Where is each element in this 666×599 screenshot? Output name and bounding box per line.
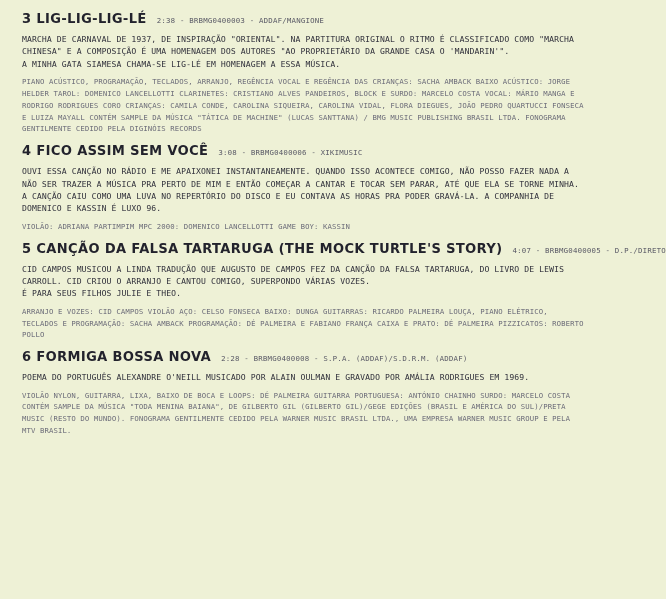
track-title: 5 CANÇÃO DA FALSA TARTARUGA (THE MOCK TURTLE'S STORY) (22, 241, 503, 257)
track-title: 6 FORMIGA BOSSA NOVA (22, 350, 212, 366)
track-header (22, 241, 666, 257)
track-header (22, 144, 586, 159)
track-4 (22, 144, 586, 232)
track-description (22, 165, 586, 215)
track-3 (22, 12, 586, 135)
track-meta: 2:38 - BRBMG0400003 - ADDAF/MANGIONE (156, 16, 325, 25)
description-paragraph: A MINHA GATA SIAMESA CHAMA-SE LIG-LÉ EM HOMENAGEM A ESSA MÚSICA. (22, 58, 341, 69)
track-meta: 3:08 - BRBMG0400006 - XIKIMUSIC (218, 148, 363, 158)
track-description (22, 371, 586, 383)
description-paragraph: CID CAMPOS MUSICOU A LINDA TRADUÇÃO QUE AUGUSTO DE CAMPOS FEZ DA CANÇÃO DA FALSA TARTARUGA, DO LIVRO DE LEWIS CARROLL. CID CRIOU O ARRANJO E CANTOU COMIGO, SUPERPONDO VÁRIAS VOZES. (22, 263, 565, 287)
track-credits (22, 221, 586, 233)
track-credits (22, 306, 586, 341)
track-title: 3 LIG-LIG-LIG-LÉ (22, 12, 147, 27)
track-meta: 2:28 - BRBMG0400008 - S.P.A. (ADDAF)/S.D.R.M. (ADDAF) (221, 354, 468, 364)
credits-paragraph: VIOLÃO: ADRIANA PARTIMPIM MPC 2000: DOMENICO LANCELLOTTI GAME BOY: KASSIN (22, 221, 350, 231)
track-title: 4 FICO ASSIM SEM VOCÊ (22, 144, 209, 160)
credits-paragraph: PIANO ACÚSTICO, PROGRAMAÇÃO, TECLADOS, ARRANJO, REGÊNCIA VOCAL E REGÊNCIA DAS CRIANÇAS: SACHA AMBACK BAIXO ACÚSTICO: JORGE HELDER TAROL: DOMENICO LANCELLOTTI CLARINETES: CRISTIANO ALVES PANDEIROS, BLOCK E SURDO: MARCELO COSTA VOCAL: MÁRIO MANGA E RODRIGO RODRIGUES CORO CRIANÇAS: CAMILA CONDE, CAROLINA SIQUEIRA, CAROLINA VIDAL, FLORA DIEGUES, JOÃO PEDRO QUARTUCCI FONSECA E LUIZA MAYALL CONTÉM SAMPLE DA MÚSICA "TÁTICA DE MACHINE" (LUCAS SANTTANA) / BMG MUSIC PUBLISHING BRASIL LTDA. FONOGRAMA GENTILMENTE CEDIDO PELA DIGINÓIS RECORDS (22, 77, 584, 134)
credits-paragraph: ARRANJO E VOZES: CID CAMPOS VIOLÃO AÇO: CELSO FONSECA BAIXO: DUNGA GUITARRAS: RICARDO PALMEIRA LOUÇA, PIANO ELÉTRICO, TECLADOS E PROGRAMAÇÃO: SACHA AMBACK PROGRAMAÇÃO: DÉ PALMEIRA E FABIANO FRANÇA CAIXA E PRATO: DÉ PALMEIRA PIZZICATOS: ROBERTO POLLO (22, 306, 584, 340)
track-header (22, 12, 586, 27)
description-paragraph: OUVI ESSA CANÇÃO NO RÁDIO E ME APAIXONEI INSTANTANEAMENTE. QUANDO ISSO ACONTECE COMIGO, NÃO POSSO FAZER NADA A NÃO SER TRAZER A MÚSICA PRA PERTO DE MIM E ENTÃO COMEÇAR A CANTAR E TOCAR SEM PARAR, ATÉ QUE ELA SE TORNE MINHA. A CANÇÃO CAIU COMO UMA LUVA NO REPERTÓRIO DO DISCO E EU CONTAVA AS HORAS PRA PODER GRAVÁ-LA. A COMPANHIA DE DOMENICO E KASSIN É LUXO 96. (22, 166, 579, 214)
track-description (22, 33, 586, 70)
track-5 (22, 241, 666, 342)
credits-paragraph: VIOLÃO NYLON, GUITARRA, LIXA, BAIXO DE BOCA E LOOPS: DÉ PALMEIRA GUITARRA PORTUGUESA: ANTÓNIO CHAINHO SURDO: MARCELO COSTA CONTÉM SAMPLE DA MÚSICA "TODA MENINA BAIANA", DE GILBERTO GIL (GILBERTO GIL)/GEGE EDIÇÕES (BRASIL E AMÉRICA DO SUL)/PRETA MUSIC (RESTO DO MUNDO). FONOGRAMA GENTILMENTE CEDIDO PELA WARNER MUSIC BRASIL LTDA., UMA EMPRESA WARNER MUSIC GROUP E PELA MTV BRASIL. (22, 390, 571, 436)
description-paragraph: MARCHA DE CARNAVAL DE 1937, DE INSPIRAÇÃO "ORIENTAL". NA PARTITURA ORIGINAL O RITMO É CLASSIFICADO COMO "MARCHA CHINESA" E A COMPOSIÇÃO É UMA HOMENAGEM DOS AUTORES "AO PROPRIETÁRIO DA GRANDE CASA O 'MANDARIN'". (22, 34, 574, 57)
description-paragraph: POEMA DO PORTUGUÊS ALEXANDRE O'NEILL MUSICADO POR ALAIN OULMAN E GRAVADO POR AMÁLIA RODRIGUES EM 1969. (22, 372, 530, 383)
track-header (22, 350, 586, 365)
track-credits (22, 76, 586, 135)
track-description (22, 263, 586, 300)
track-credits (22, 390, 586, 437)
track-6 (22, 350, 586, 437)
track-meta: 4:07 - BRBMG0400005 - D.P./DIRETO (512, 245, 666, 255)
description-paragraph: É PARA SEUS FILHOS JULIE E THEO. (22, 288, 182, 299)
